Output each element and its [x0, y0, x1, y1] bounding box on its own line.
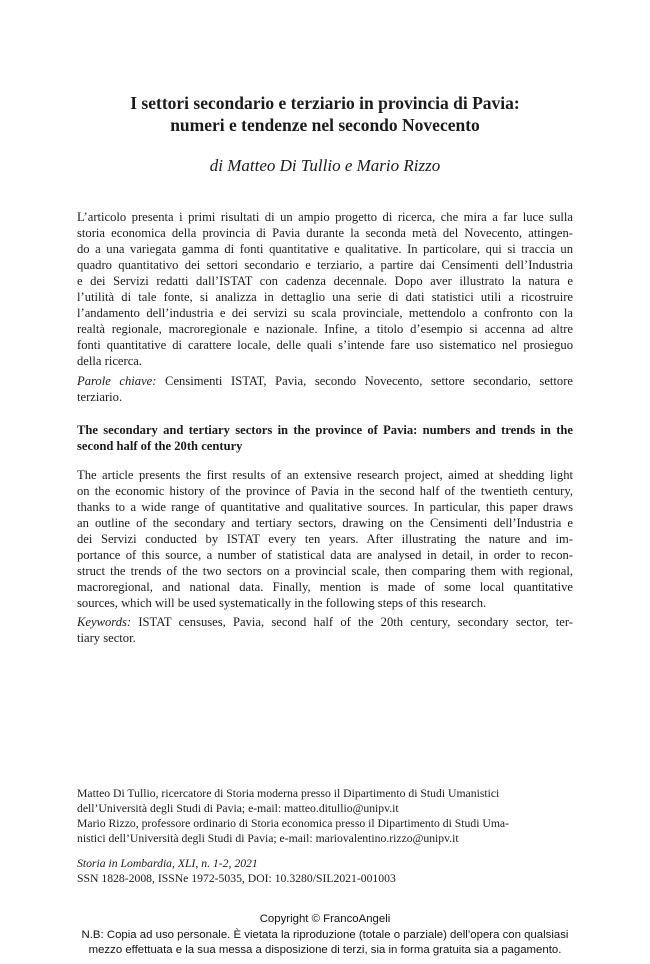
abstract-line: realtà regionale, macroregionale e nazionale. Infine, a titolo d’esempio si accenna ad altre — [77, 322, 573, 337]
keywords-line: terziario. — [77, 390, 123, 405]
title-line: numeri e tendenze nel secondo Novecento — [170, 115, 480, 135]
abstract-line: storia economica della provincia di Pavia durante la seconda metà del Novecento, attingen- — [77, 226, 573, 241]
abstract-line: thanks to a wide range of quantitative and qualitative sources. In particular, this paper draws — [77, 500, 573, 515]
journal-info — [77, 856, 577, 886]
abstract-line: do a una variegata gamma di fonti quantitative e qualitative. In particolare, qui si traccia un — [77, 242, 573, 257]
copyright-line: Copyright © FrancoAngeli — [259, 913, 391, 925]
abstract-line: dei Servizi conducted by ISTAT every ten years. After illustrating the nature and im- — [77, 532, 573, 547]
author-affiliations — [77, 786, 577, 846]
english-title-line: second half of the 20th century — [77, 439, 243, 453]
keywords-line: tiary sector. — [77, 631, 136, 646]
english-title-line: The secondary and tertiary sectors in the province of Pavia: numbers and trends in the — [77, 423, 573, 437]
abstract-line: sources, which will be used systematically in the following steps of this research. — [77, 596, 487, 611]
abstract-line: an outline of the secondary and tertiary sectors, drawing on the Censimenti dell’Industria e — [77, 516, 573, 531]
abstract-english — [77, 467, 573, 611]
keywords-text: Censimenti ISTAT, Pavia, secondo Novecento, settore secondario, settore — [156, 374, 573, 388]
keywords-label: Keywords: — [77, 615, 132, 629]
abstract-line: della ricerca. — [77, 354, 143, 369]
journal-citation: Storia in Lombardia, XLI, n. 1-2, 2021 — [77, 857, 258, 870]
keywords-label: Parole chiave: — [77, 374, 157, 388]
abstract-line: e dei Servizi redatti dall’ISTAT con cadenza decennale. Dopo aver illustrato la natura e — [77, 274, 573, 289]
abstract-line: macroregional, and national data. Finally, mention is made of some local quantitative — [77, 580, 573, 595]
article-title — [60, 92, 590, 136]
affiliation-line: nistici dell’Università degli Studi di Pavia; e-mail: mariovalentino.rizzo@unipv.it — [77, 832, 459, 845]
keywords-line — [77, 373, 573, 389]
keywords-text: ISTAT censuses, Pavia, second half of the 20th century, secondary sector, ter- — [131, 615, 573, 629]
author-byline: di Matteo Di Tullio e Mario Rizzo — [209, 156, 441, 175]
abstract-line: struct the trends of the two sectors on a provincial scale, then comparing them with regional, — [77, 564, 573, 579]
keywords-english — [77, 614, 573, 646]
keywords-line — [77, 614, 573, 630]
keywords-italian — [77, 373, 573, 405]
abstract-line: l’andamento dell’industria e dei servizi su scala provinciale, mettendolo a confronto con la — [77, 306, 573, 321]
abstract-line: L’articolo presenta i primi risultati di un ampio progetto di ricerca, che mira a far luce sulla — [77, 210, 573, 224]
title-line: I settori secondario e terziario in provincia di Pavia: — [130, 93, 520, 113]
english-title — [77, 422, 573, 454]
abstract-line: fonti quantitative di carattere locale, delle quali s’intende fare uso sistematico nel prosieguo — [77, 338, 573, 353]
abstract-line: l’utilità di tale fonte, si analizza in dettaglio una serie di dati statistici utili a ricostruire — [77, 290, 573, 305]
abstract-italian — [77, 209, 573, 369]
affiliation-line: Mario Rizzo, professore ordinario di Storia economica presso il Dipartimento di Studi Uma- — [77, 817, 510, 830]
abstract-line: portance of this source, a number of statistical data are analysed in detail, in order to recon- — [77, 548, 573, 563]
affiliation-line: dell’Università degli Studi di Pavia; e-mail: matteo.ditullio@unipv.it — [77, 802, 399, 815]
issn-doi: SSN 1828-2008, ISSNe 1972-5035, DOI: 10.3280/SIL2021-001003 — [77, 872, 396, 885]
abstract-line: quadro quantitativo dei settori secondario e terziario, a partire dai Censimenti dell’Industria — [77, 258, 573, 273]
abstract-line: The article presents the first results of an extensive research project, aimed at shedding light — [77, 468, 573, 482]
abstract-line: on the economic history of the province of Pavia in the second half of the twentieth century, — [77, 484, 573, 499]
copyright-line: mezzo effettuata e la sua messa a disposizione di terzi, sia in forma gratuita sia a pagamento. — [88, 944, 562, 956]
copyright-notice — [0, 912, 650, 959]
copyright-line: N.B: Copia ad uso personale. È vietata la riproduzione (totale o parziale) dell’opera con qualsiasi — [81, 928, 569, 941]
affiliation-line: Matteo Di Tullio, ricercatore di Storia moderna presso il Dipartimento di Studi Umanistici — [77, 787, 500, 800]
